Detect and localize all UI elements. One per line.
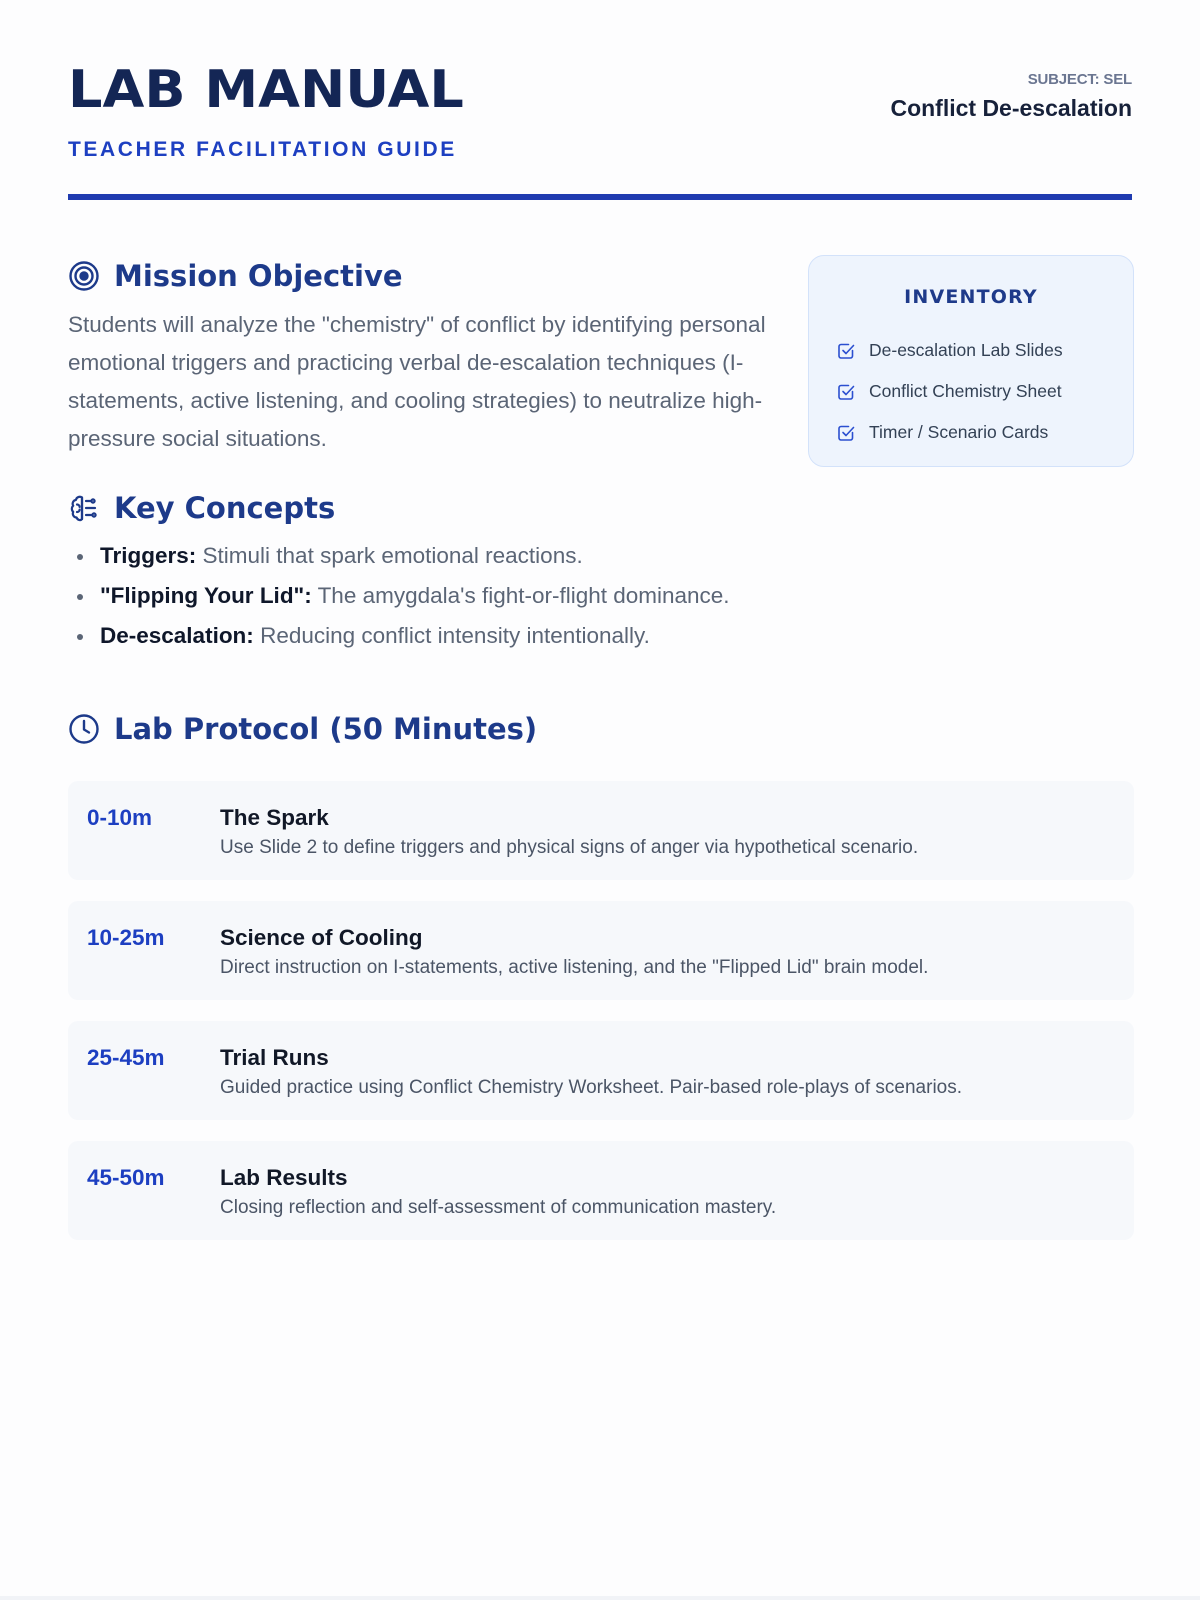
subject-title: Conflict De-escalation: [890, 95, 1132, 121]
step-title: Science of Cooling: [220, 925, 423, 950]
concept-definition: Reducing conflict intensity intentionally.: [253, 623, 650, 648]
target-icon: [68, 260, 100, 292]
step-title: The Spark: [220, 805, 329, 830]
protocol-step: [68, 901, 1134, 1000]
clock-icon: [68, 713, 100, 745]
header-divider: [68, 194, 1132, 200]
concept-term: De-escalation:: [100, 623, 254, 648]
key-concepts-heading: [68, 492, 335, 524]
header: [68, 0, 1132, 202]
inventory-item-label: De-escalation Lab Slides: [869, 340, 1063, 360]
checkbox-checked-icon: [837, 342, 855, 360]
step-description: Guided practice using Conflict Chemistry Worksheet. Pair-based role-plays of scenarios.: [220, 1077, 963, 1098]
bullet: [77, 594, 83, 600]
step-title: Lab Results: [220, 1165, 348, 1190]
concept-definition: The amygdala's fight-or-flight dominance.: [311, 583, 730, 608]
concept-term: Triggers:: [100, 543, 197, 568]
inventory-item: [837, 412, 1063, 453]
page-title: LAB MANUAL: [68, 60, 464, 120]
checkbox-checked-icon: [837, 383, 855, 401]
key-concepts-title: Key Concepts: [114, 490, 336, 525]
step-title: Trial Runs: [220, 1045, 329, 1070]
mission-objective-heading: [68, 260, 403, 292]
lab-protocol-title: Lab Protocol (50 Minutes): [114, 711, 538, 746]
step-description: Use Slide 2 to define triggers and physical signs of anger via hypothetical scenario.: [220, 837, 919, 858]
lab-protocol-heading: [68, 713, 537, 745]
inventory-item-label: Timer / Scenario Cards: [869, 422, 1049, 442]
step-time: 0-10m: [87, 805, 153, 830]
list-item: [68, 622, 730, 662]
concept-definition: Stimuli that spark emotional reactions.: [196, 543, 583, 568]
key-concepts-list: [68, 542, 730, 662]
list-item: [68, 542, 730, 582]
inventory-panel: [808, 255, 1134, 467]
step-description: Closing reflection and self-assessment of communication mastery.: [220, 1197, 777, 1218]
step-time: 10-25m: [87, 925, 165, 950]
step-time: 45-50m: [87, 1165, 165, 1190]
protocol-step: [68, 781, 1134, 880]
protocol-steps: [68, 781, 1134, 1261]
inventory-list: [837, 330, 1063, 453]
protocol-step: [68, 1021, 1134, 1120]
inventory-item: [837, 330, 1063, 371]
mission-objective-text: Students will analyze the "chemistry" of conflict by identifying personal emotional triggers and practicing verbal de-escalation techniques (I-statements, active listening, and cooling strategies) to neutralize high-pressure social situations.: [68, 312, 766, 451]
inventory-item-label: Conflict Chemistry Sheet: [869, 381, 1062, 401]
mission-objective-title: Mission Objective: [114, 258, 403, 293]
protocol-step: [68, 1141, 1134, 1240]
step-description: Direct instruction on I-statements, active listening, and the "Flipped Lid" brain model.: [220, 957, 929, 978]
subject-label: SUBJECT: SEL: [1027, 71, 1132, 88]
page-subtitle: TEACHER FACILITATION GUIDE: [68, 138, 457, 161]
bullet: [77, 634, 83, 640]
concept-term: "Flipping Your Lid":: [100, 583, 312, 608]
list-item: [68, 582, 730, 622]
brain-icon: [68, 492, 100, 524]
bullet: [77, 554, 83, 560]
inventory-item: [837, 371, 1063, 412]
step-time: 25-45m: [87, 1045, 165, 1070]
inventory-title: INVENTORY: [904, 286, 1038, 308]
checkbox-checked-icon: [837, 424, 855, 442]
